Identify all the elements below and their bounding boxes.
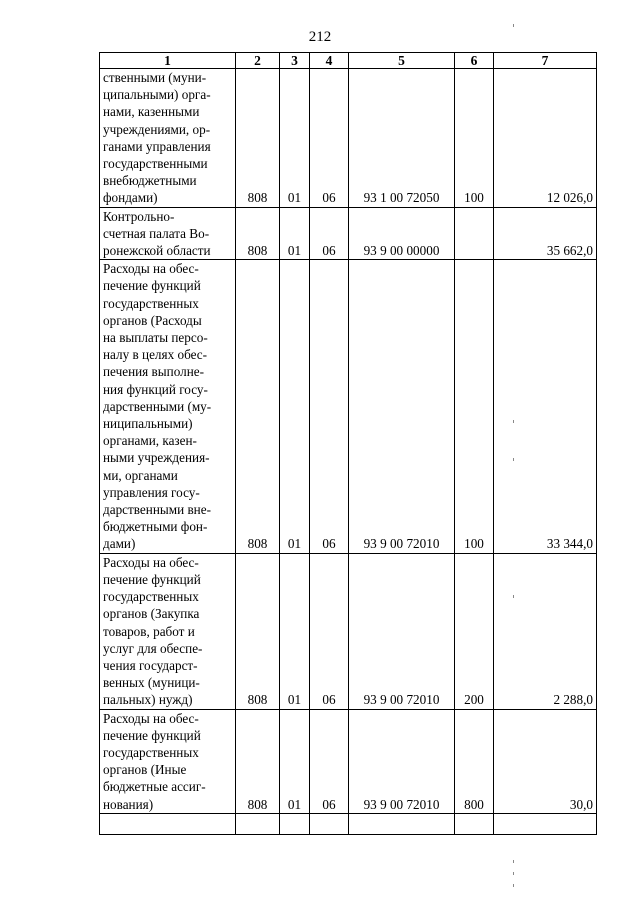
row-sum: 2 288,0: [494, 553, 597, 709]
empty-cell: [100, 813, 236, 834]
row-csr: 93 9 00 72010: [349, 709, 455, 813]
row-vr: 800: [455, 709, 494, 813]
header-col-2: 2: [236, 53, 280, 69]
empty-cell: [349, 813, 455, 834]
row-description: Расходы на обес- печение функций государственных органов (Иные бюджетные ассиг- нования): [100, 709, 236, 813]
scan-mark: [513, 458, 514, 461]
row-pr: 06: [310, 207, 349, 260]
row-ved: 808: [236, 260, 280, 553]
row-sum: 12 026,0: [494, 69, 597, 208]
scan-mark: [513, 872, 514, 875]
row-pr: 06: [310, 69, 349, 208]
header-col-7: 7: [494, 53, 597, 69]
table-row: [100, 207, 597, 260]
row-csr: 93 9 00 72010: [349, 553, 455, 709]
scan-mark: [513, 24, 514, 27]
row-rz: 01: [280, 260, 310, 553]
scan-mark: [513, 420, 514, 423]
row-rz: 01: [280, 709, 310, 813]
row-description: Расходы на обес- печение функций государственных органов (Расходы на выплаты персо- налу в целях обес- печения выполне- ния функций госу- дарственными (му- ниципальными) органами, казен- ными учреждения- ми, органами управления госу- дарственными вне- бюджетными фон- дами): [100, 260, 236, 553]
header-col-3: 3: [280, 53, 310, 69]
row-ved: 808: [236, 69, 280, 208]
row-ved: 808: [236, 709, 280, 813]
row-ved: 808: [236, 553, 280, 709]
header-col-5: 5: [349, 53, 455, 69]
scan-mark: [513, 884, 514, 887]
row-sum: 33 344,0: [494, 260, 597, 553]
row-pr: 06: [310, 260, 349, 553]
table-row: [100, 260, 597, 553]
row-rz: 01: [280, 553, 310, 709]
table-row: [100, 553, 597, 709]
row-vr: 100: [455, 260, 494, 553]
row-ved: 808: [236, 207, 280, 260]
row-description: Расходы на обес- печение функций государственных органов (Закупка товаров, работ и услуг для обеспе- чения государст- венных (муници- пальных) нужд): [100, 553, 236, 709]
budget-table: [99, 52, 597, 835]
row-sum: 35 662,0: [494, 207, 597, 260]
header-col-4: 4: [310, 53, 349, 69]
empty-cell: [236, 813, 280, 834]
scan-mark: [513, 860, 514, 863]
row-vr: [455, 207, 494, 260]
table-row: [100, 709, 597, 813]
row-csr: 93 1 00 72050: [349, 69, 455, 208]
empty-cell: [455, 813, 494, 834]
row-rz: 01: [280, 207, 310, 260]
row-description: ственными (муни- ципальными) орга- нами, казенными учреждениями, ор- ганами управления государственными внебюджетными фондами): [100, 69, 236, 208]
row-vr: 200: [455, 553, 494, 709]
header-col-1: 1: [100, 53, 236, 69]
row-csr: 93 9 00 72010: [349, 260, 455, 553]
row-vr: 100: [455, 69, 494, 208]
row-csr: 93 9 00 00000: [349, 207, 455, 260]
row-rz: 01: [280, 69, 310, 208]
header-row: [100, 53, 597, 69]
empty-cell: [494, 813, 597, 834]
header-col-6: 6: [455, 53, 494, 69]
row-pr: 06: [310, 709, 349, 813]
row-sum: 30,0: [494, 709, 597, 813]
row-description: Контрольно- счетная палата Во- ронежской области: [100, 207, 236, 260]
empty-cell: [280, 813, 310, 834]
empty-cell: [310, 813, 349, 834]
table-row-empty: [100, 813, 597, 834]
page-number: 212: [308, 29, 332, 45]
row-pr: 06: [310, 553, 349, 709]
table-row: [100, 69, 597, 208]
scan-mark: [513, 595, 514, 598]
